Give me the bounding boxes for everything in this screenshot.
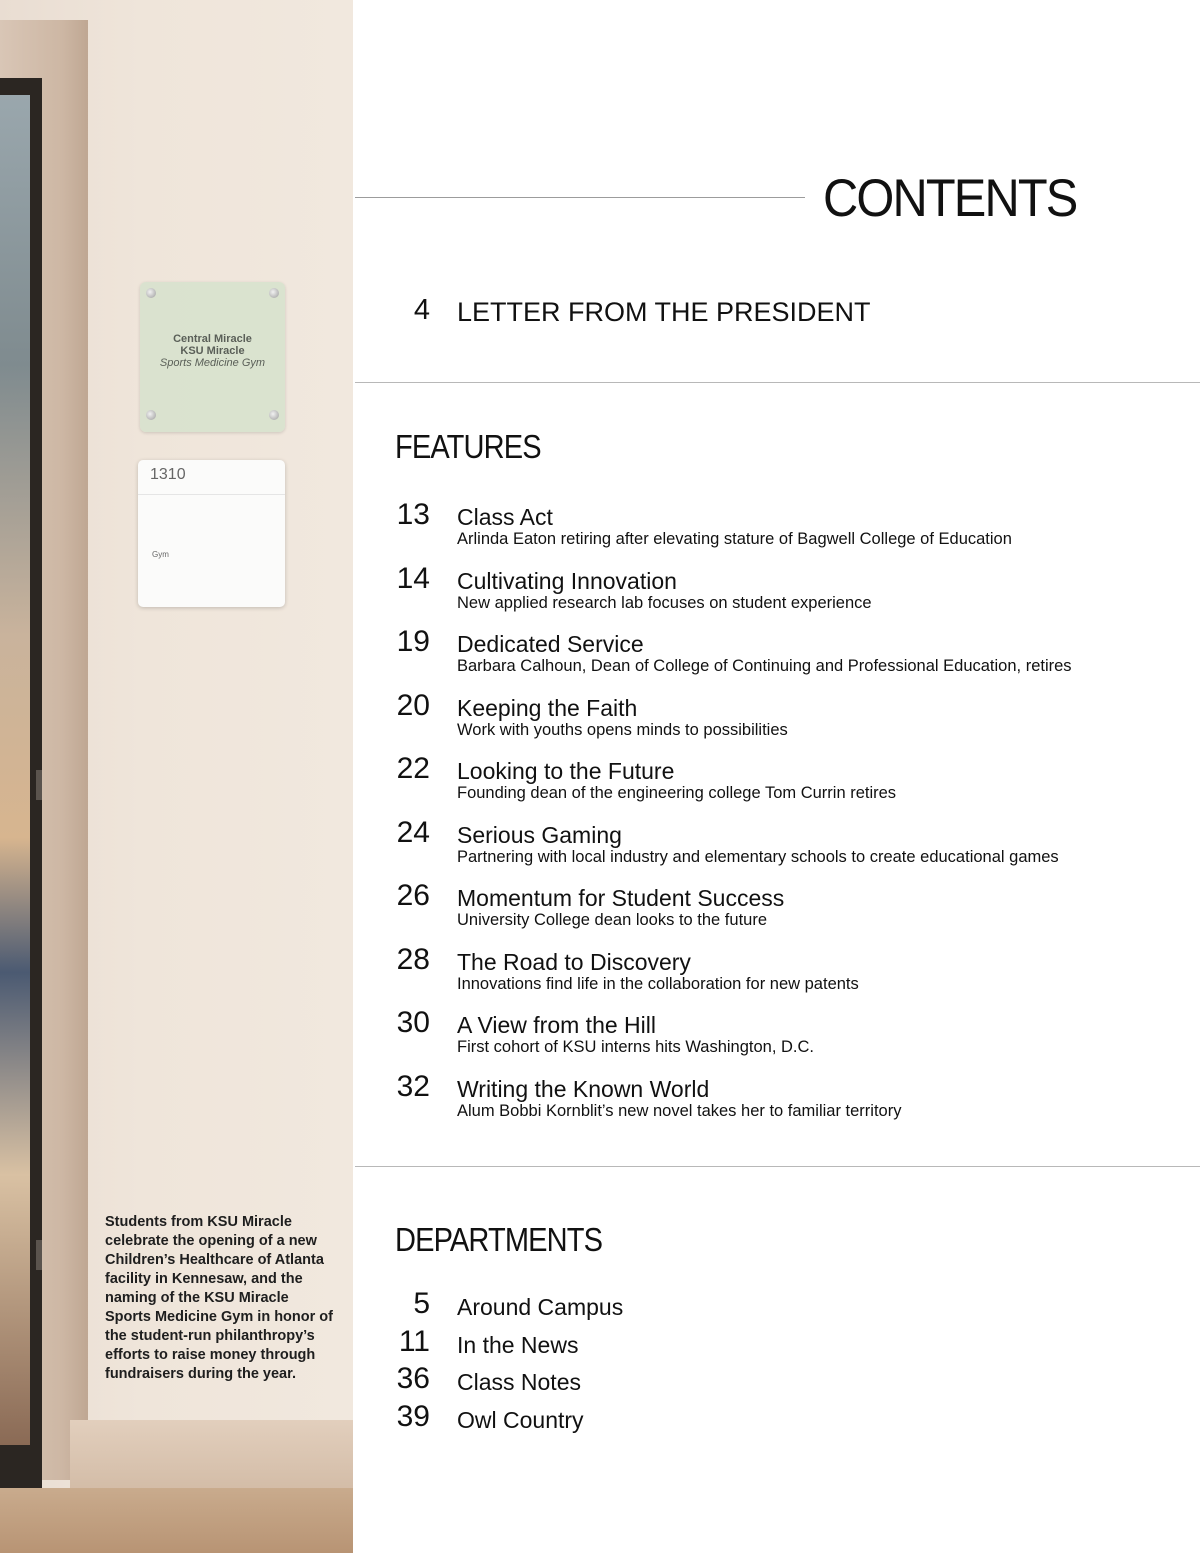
department-page-number: 36 [396,1362,430,1396]
feature-page-number: 24 [396,815,430,849]
feature-title[interactable]: Dedicated Service [457,631,644,657]
feature-page-number: 30 [396,1006,430,1039]
feature-title[interactable]: Serious Gaming [457,821,622,848]
feature-description: Arlinda Eaton retiring after elevating stature of Bagwell College of Education [457,530,1012,548]
feature-description: Partnering with local industry and elementary schools to create educational games [457,847,1059,866]
feature-description: New applied research lab focuses on student experience [457,593,872,612]
department-title[interactable]: Class Notes [457,1369,581,1396]
feature-page-number: 26 [396,879,430,912]
department-title[interactable]: Around Campus [457,1294,624,1320]
feature-description: Founding dean of the engineering college Tom Currin retires [457,784,897,802]
feature-title[interactable]: Keeping the Faith [457,694,638,721]
room-sign [138,460,285,607]
door-hinge [36,770,42,800]
feature-title[interactable]: Writing the Known World [457,1075,710,1102]
contents-title: CONTENTS [823,169,1077,228]
photo-caption: Students from KSU Miracle celebrate the opening of a new Children’s Healthcare of Atlanta facility in Kennesaw, and the naming of the KSU Miracle Sports Medicine Gym in honor of the student-run philanthropy’s efforts to raise money through fundraisers during the year. [105,1214,333,1382]
feature-description: University College dean looks to the future [457,911,768,929]
room-name: Gym [152,550,169,559]
header-rule [355,197,805,198]
floor [0,1488,353,1553]
departments-heading: DEPARTMENTS [395,1221,603,1258]
feature-page-number: 13 [396,498,430,531]
baseboard [70,1420,353,1490]
sign-line: Sports Medicine Gym [159,357,266,369]
feature-title[interactable]: Cultivating Innovation [457,567,677,594]
feature-title[interactable]: Momentum for Student Success [457,885,785,911]
letter-page-number: 4 [413,294,430,326]
letter-title[interactable]: LETTER FROM THE PRESIDENT [457,297,871,327]
sign-line: KSU Miracle [180,345,245,357]
feature-description: Work with youths opens minds to possibilities [457,720,788,739]
department-title[interactable]: Owl Country [457,1407,584,1434]
feature-page-number: 32 [396,1069,430,1103]
department-page-number: 39 [396,1400,430,1434]
feature-title[interactable]: Class Act [457,504,553,530]
feature-page-number: 20 [396,688,430,722]
feature-description: Alum Bobbi Kornblit’s new novel takes her to familiar territory [457,1101,902,1120]
feature-title[interactable]: A View from the Hill [457,1012,656,1038]
feature-description: Barbara Calhoun, Dean of College of Continuing and Professional Education, retires [457,657,1072,675]
section-divider [355,1166,1200,1167]
department-page-number: 11 [398,1324,430,1358]
room-number: 1310 [150,466,186,483]
doorway-people-image [0,95,30,1445]
feature-title[interactable]: Looking to the Future [457,758,675,784]
sign-line: Central Miracle [173,333,252,345]
cover-photo [0,0,353,1553]
section-divider [355,382,1200,383]
feature-title[interactable]: The Road to Discovery [457,948,691,975]
door-hinge [36,1240,42,1270]
feature-page-number: 19 [396,625,430,658]
feature-page-number: 14 [396,561,430,595]
department-page-number: 5 [413,1287,430,1320]
gym-name-sign [140,282,285,432]
feature-description: Innovations find life in the collaboration for new patents [457,974,859,993]
department-title[interactable]: In the News [457,1331,579,1358]
feature-description: First cohort of KSU interns hits Washington, D.C. [457,1038,815,1056]
feature-page-number: 22 [396,752,430,785]
feature-page-number: 28 [396,942,430,976]
features-heading: FEATURES [395,428,541,465]
